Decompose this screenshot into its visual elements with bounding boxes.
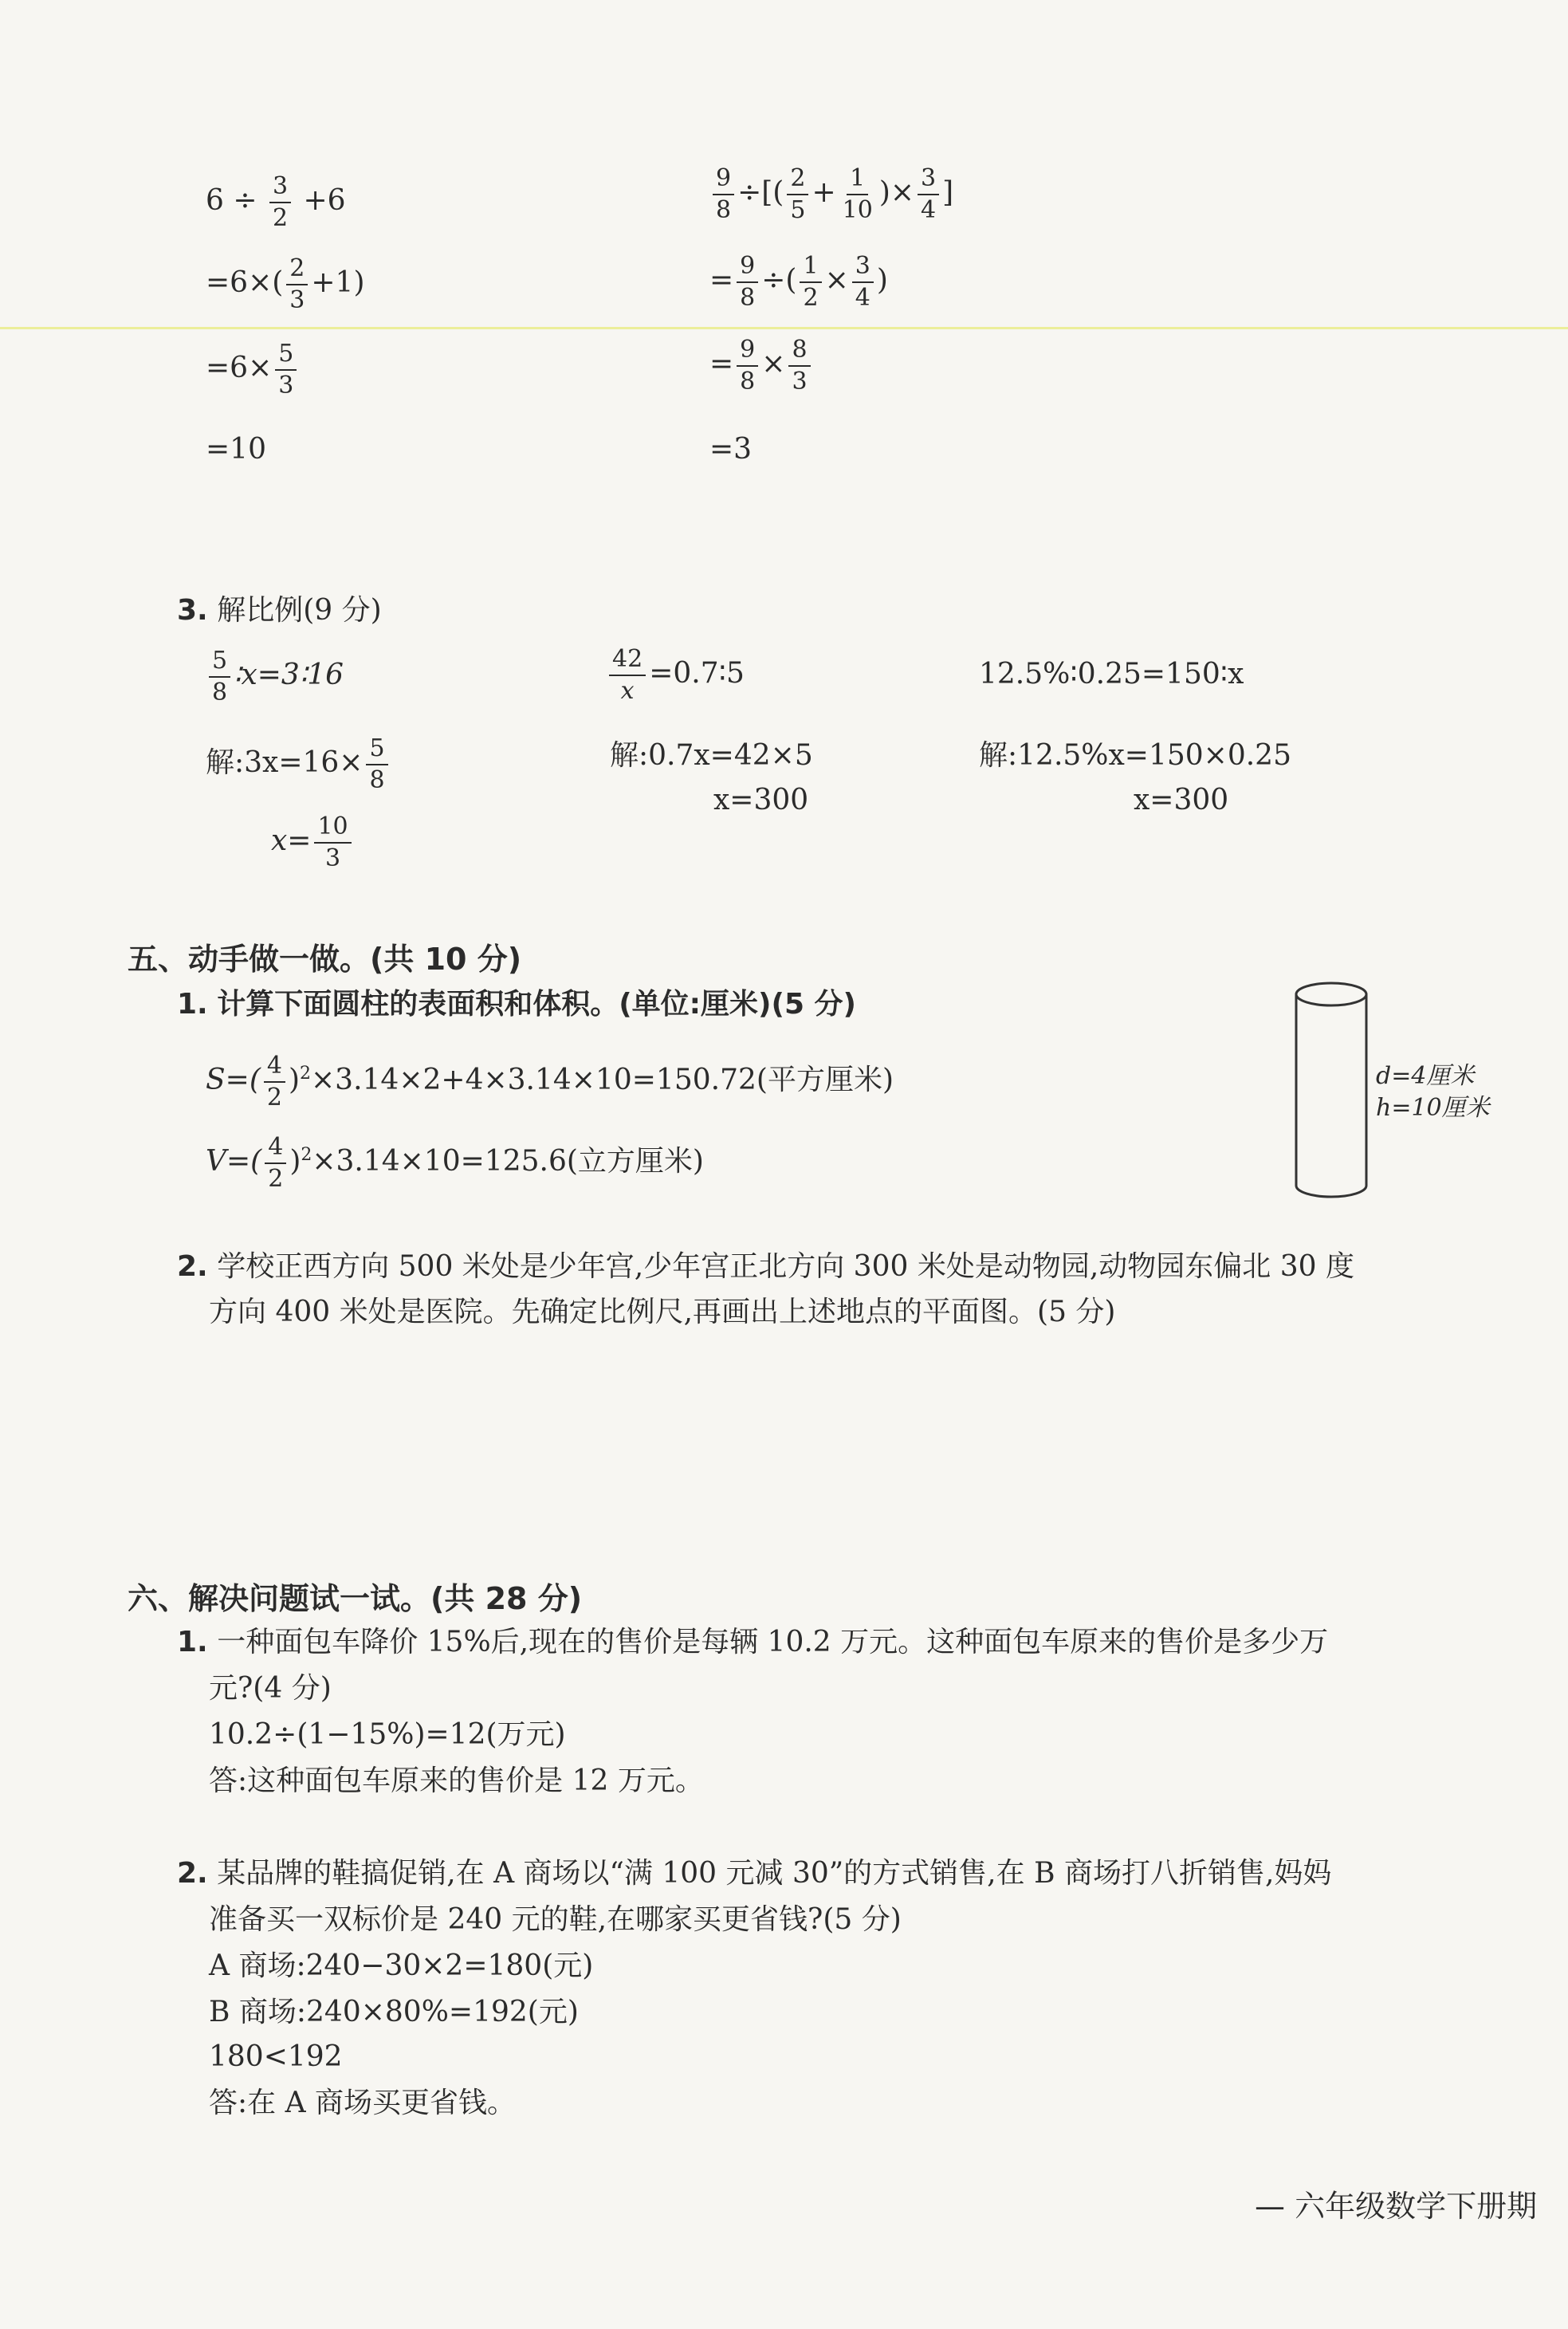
calc-right-line1: $\frac{9}{8}$ ÷[( $\frac{2}{5}$ + $\frac{1}{10}$ )× $\frac{3}{4}$ ]	[709, 163, 953, 226]
calc-left-line4: =10	[206, 433, 266, 466]
cylinder-height-label: h=10厘米	[1376, 1094, 1490, 1122]
page-footer: — 六年级数学下册期	[1255, 2189, 1538, 2224]
section-6-q2-compare: 180<192	[209, 2040, 343, 2073]
calc-right-line2: = $\frac{9}{8}$ ÷( $\frac{1}{2}$ × $\frac{3}{4}$ )	[709, 252, 888, 312]
proportion-2-answer: x=300	[713, 784, 809, 816]
section-6-q1-calc: 10.2÷(1−15%)=12(万元)	[209, 1718, 566, 1751]
highlight-line	[0, 327, 1568, 329]
proportion-3-solution: 解:12.5%x=150×0.25	[979, 739, 1291, 772]
section-6-title: 六、解决问题试一试。(共 28 分)	[128, 1581, 583, 1616]
calc-left-line1: 6 ÷ $\frac{3}{2}$ +6	[206, 172, 346, 232]
section-6-q2-line2: 准备买一双标价是 240 元的鞋,在哪家买更省钱?(5 分)	[209, 1903, 902, 1936]
section-5-q1: 1. 计算下面圆柱的表面积和体积。(单位:厘米)(5 分)	[177, 988, 856, 1021]
proportion-2-solution: 解:0.7x=42×5	[610, 739, 813, 772]
calc-right-line3: = $\frac{9}{8}$ × $\frac{8}{3}$	[709, 335, 814, 397]
section-6-q1-answer: 答:这种面包车原来的售价是 12 万元。	[209, 1764, 704, 1797]
surface-area-formula: S=( $\frac{4}{2}$ )$^2$×3.14×2+4×3.14×10=150.72(平方厘米)	[206, 1052, 894, 1111]
section-6-q2-b: B 商场:240×80%=192(元)	[209, 1996, 579, 2028]
section-6-q1-line1: 1. 一种面包车降价 15%后,现在的售价是每辆 10.2 万元。这种面包车原来的售价是多少万	[177, 1626, 1329, 1658]
calc-left-line2: =6×( $\frac{2}{3}$ +1)	[206, 254, 365, 314]
section-5-title: 五、动手做一做。(共 10 分)	[128, 942, 522, 977]
proportion-1-answer: x= $\frac{10}{3}$	[271, 812, 355, 874]
section-5-q2-line1: 2. 学校正西方向 500 米处是少年宫,少年宫正北方向 300 米处是动物园,动物园东偏北 30 度	[177, 1250, 1354, 1283]
section-6-q2-a: A 商场:240−30×2=180(元)	[209, 1949, 594, 1982]
section-6-q1-line2: 元?(4 分)	[209, 1672, 332, 1705]
calc-left-line3: =6× $\frac{5}{3}$	[206, 339, 300, 401]
proportion-1-equation: $\frac{5}{8}$ ∶x=3∶16	[206, 646, 344, 708]
proportion-3-answer: x=300	[1134, 784, 1229, 816]
cylinder-diameter-label: d=4厘米	[1376, 1062, 1475, 1090]
proportion-1-solution: 解:3x=16× $\frac{5}{8}$	[206, 734, 391, 796]
proportion-2-equation: $\frac{42}{x}$ =0.7∶5	[606, 644, 745, 706]
proportion-heading: 3. 解比例(9 分)	[177, 594, 382, 627]
cylinder-diagram	[1283, 977, 1379, 1208]
section-6-q2-line1: 2. 某品牌的鞋搞促销,在 A 商场以“满 100 元减 30”的方式销售,在 B 商场打八折销售,妈妈	[177, 1857, 1332, 1890]
calc-right-line4: =3	[709, 433, 753, 466]
proportion-3-equation: 12.5%∶0.25=150∶x	[979, 658, 1244, 690]
volume-formula: V=( $\frac{4}{2}$ )$^2$×3.14×10=125.6(立方厘米)	[206, 1133, 704, 1193]
section-5-q2-line2: 方向 400 米处是医院。先确定比例尺,再画出上述地点的平面图。(5 分)	[209, 1296, 1116, 1328]
section-6-q2-answer: 答:在 A 商场买更省钱。	[209, 2087, 517, 2119]
